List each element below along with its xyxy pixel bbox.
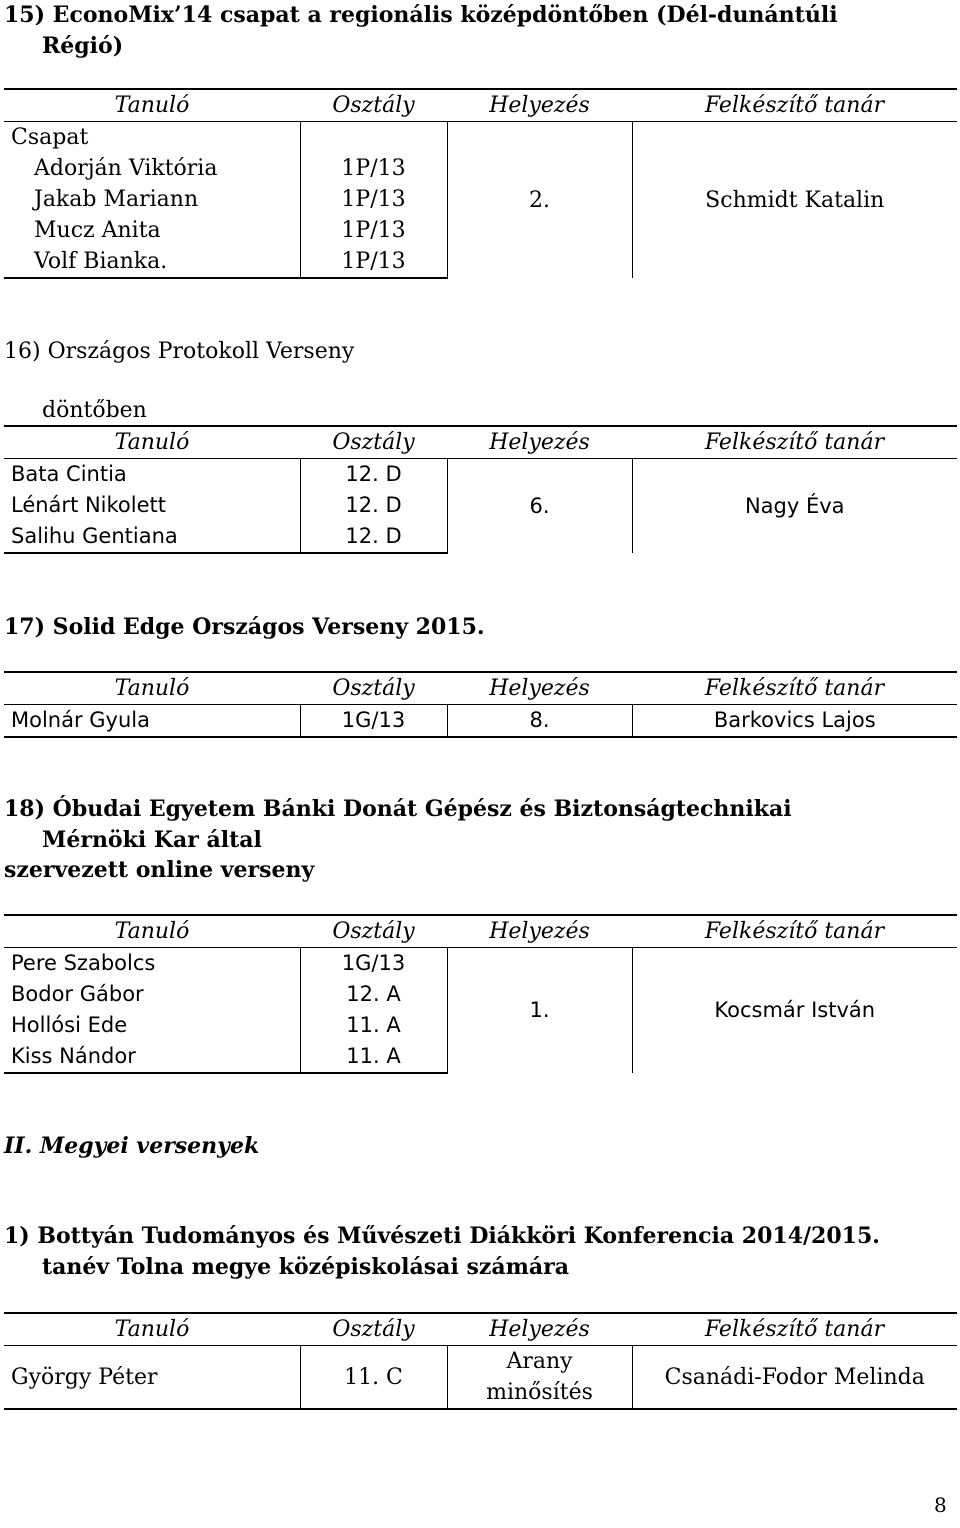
section-16-table <box>4 425 957 554</box>
header-place: Helyezés <box>447 89 632 122</box>
table-header-row <box>4 1313 957 1346</box>
student-class: 12. D <box>345 462 402 486</box>
header-place: Helyezés <box>447 1313 632 1346</box>
header-student: Tanuló <box>4 89 300 122</box>
table-row <box>4 459 957 491</box>
header-student: Tanuló <box>4 915 300 948</box>
table-row <box>4 705 957 738</box>
table-header-row <box>4 89 957 122</box>
table-row <box>4 948 957 980</box>
teacher-cell: Schmidt Katalin <box>705 187 885 213</box>
student-class: 12. A <box>346 982 401 1006</box>
section-1-table <box>4 1312 957 1410</box>
table-row <box>4 1346 957 1410</box>
student-class: 1P/13 <box>341 187 406 212</box>
header-class: Osztály <box>300 426 447 459</box>
table-header-row <box>4 426 957 459</box>
place-cell: 6. <box>447 459 632 554</box>
teacher-cell: Barkovics Lajos <box>632 705 957 738</box>
section-18-table <box>4 914 957 1074</box>
student-name: Salihu Gentiana <box>4 521 300 553</box>
student-class: 1P/13 <box>341 218 406 243</box>
teacher-cell: Kocsmár István <box>714 998 876 1022</box>
section-18-heading-line2: Mérnöki Kar által <box>42 827 262 853</box>
student-name: Pere Szabolcs <box>4 948 300 980</box>
student-name: Hollósi Ede <box>4 1010 300 1041</box>
place-cell: 1. <box>447 948 632 1074</box>
section-15-heading-line2: Régió) <box>42 33 124 59</box>
place-cell: 8. <box>447 705 632 738</box>
section-17-heading: 17) Solid Edge Országos Verseny 2015. <box>4 614 485 640</box>
section-15-heading-line1: 15) EconoMix’14 csapat a regionális középdöntőben (Dél-dunántúli <box>4 2 838 28</box>
place-line2: minősítés <box>486 1380 593 1405</box>
header-place: Helyezés <box>447 426 632 459</box>
page-number: 8 <box>934 1493 947 1517</box>
header-place: Helyezés <box>447 915 632 948</box>
header-teacher: Felkészítő tanár <box>632 89 957 122</box>
teacher-cell: Nagy Éva <box>744 493 845 518</box>
header-student: Tanuló <box>4 1313 300 1346</box>
team-label: Csapat <box>4 122 300 154</box>
header-teacher: Felkészítő tanár <box>632 426 957 459</box>
table-header-row <box>4 915 957 948</box>
student-class: 12. D <box>300 521 447 553</box>
header-class: Osztály <box>300 672 447 705</box>
place-line1: Arany <box>506 1349 573 1374</box>
section-1-heading-line1: 1) Bottyán Tudományos és Művészeti Diákköri Konferencia 2014/2015. <box>4 1223 880 1249</box>
header-teacher: Felkészítő tanár <box>632 1313 957 1346</box>
student-name: Bodor Gábor <box>4 979 300 1010</box>
header-class: Osztály <box>300 89 447 122</box>
student-name: Bata Cintia <box>4 459 300 491</box>
header-class: Osztály <box>300 915 447 948</box>
place-cell <box>447 1346 632 1410</box>
student-name: Kiss Nándor <box>4 1041 300 1073</box>
student-class: 11. A <box>346 1013 401 1037</box>
student-class: 1G/13 <box>341 951 406 975</box>
student-class: 11. A <box>300 1041 447 1073</box>
student-name: Adorján Viktória <box>4 153 300 184</box>
section-16-subheading: döntőben <box>42 398 147 423</box>
student-class: 1P/13 <box>341 156 406 181</box>
section-1-heading-line2: tanév Tolna megye középiskolásai számára <box>42 1254 569 1280</box>
student-class: 12. D <box>345 493 402 517</box>
student-name: Jakab Mariann <box>4 184 300 215</box>
section-16-heading: 16) Országos Protokoll Verseny <box>4 339 355 364</box>
header-teacher: Felkészítő tanár <box>632 915 957 948</box>
student-name: Mucz Anita <box>4 215 300 246</box>
student-class: 11. C <box>300 1346 447 1410</box>
header-student: Tanuló <box>4 672 300 705</box>
header-class: Osztály <box>300 1313 447 1346</box>
header-place: Helyezés <box>447 672 632 705</box>
header-teacher: Felkészítő tanár <box>632 672 957 705</box>
section-ii-title: II. Megyei versenyek <box>4 1133 260 1159</box>
student-name: Molnár Gyula <box>4 705 300 738</box>
section-18-heading-line1: 18) Óbudai Egyetem Bánki Donát Gépész és Biztonságtechnikai <box>4 796 792 822</box>
student-class: 1G/13 <box>300 705 447 738</box>
student-name: György Péter <box>4 1346 300 1410</box>
student-class: 1P/13 <box>300 246 447 278</box>
student-name: Lénárt Nikolett <box>4 490 300 521</box>
section-18-heading-line3: szervezett online verseny <box>4 857 315 883</box>
table-row <box>4 122 957 154</box>
header-student: Tanuló <box>4 426 300 459</box>
teacher-cell: Csanádi-Fodor Melinda <box>632 1346 957 1410</box>
place-cell: 2. <box>447 122 632 279</box>
section-15-table <box>4 88 957 279</box>
student-name: Volf Bianka. <box>4 246 300 278</box>
table-header-row <box>4 672 957 705</box>
section-17-table <box>4 671 957 738</box>
